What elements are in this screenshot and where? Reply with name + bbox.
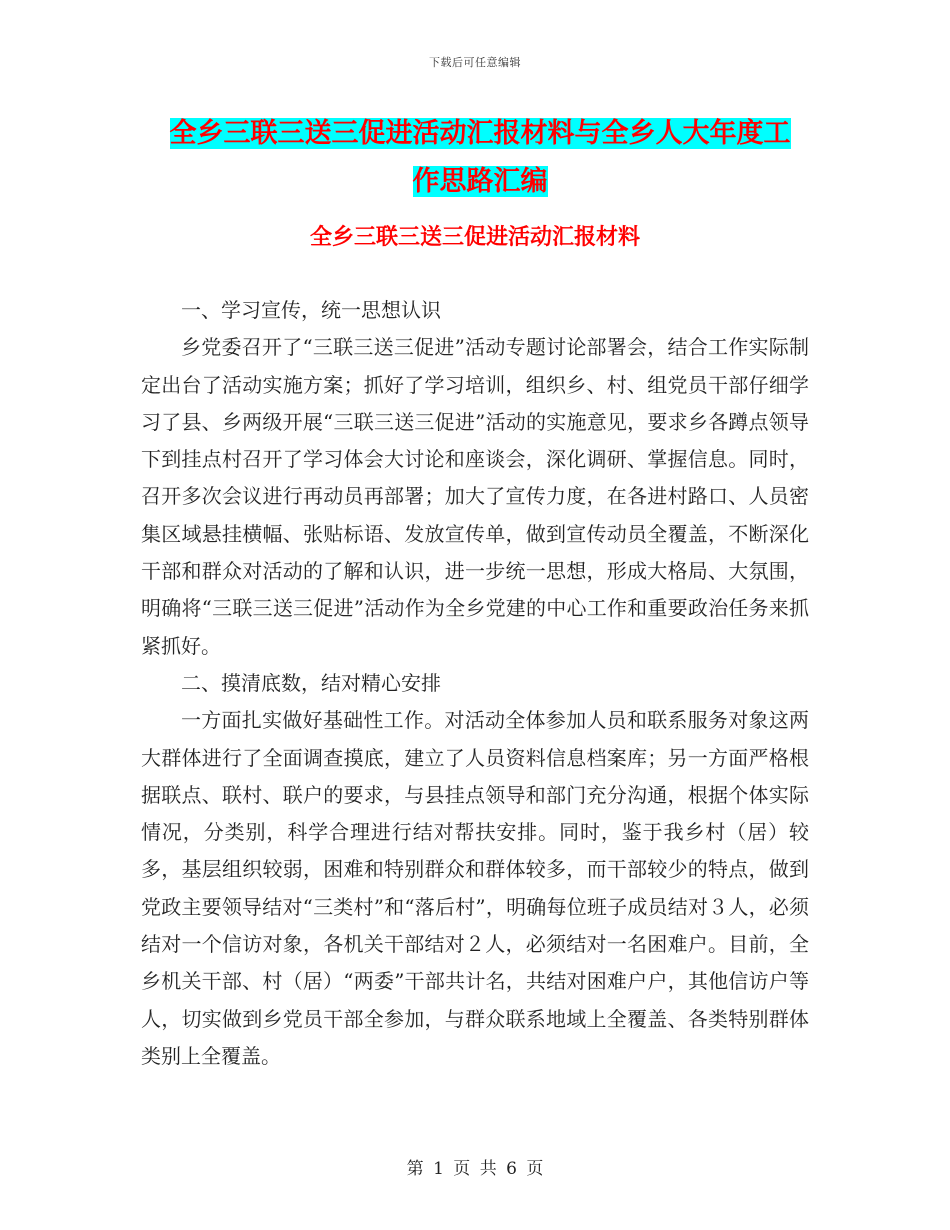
header-note: 下载后可任意编辑	[429, 56, 521, 69]
heading-1: 一、学习宣传，统一思想认识	[181, 298, 441, 322]
main-title	[140, 110, 820, 206]
page-indicator: 第 1 页 共 6 页	[406, 1159, 544, 1179]
heading-2: 二、摸清底数，结对精心安排	[181, 670, 441, 695]
paragraph-2: 一方面扎实做好基础性工作。对活动全体参加人员和联系服务对象这两大群体进行了全面调查摸底，建立了人员资料信息档案库；另一方面严格根据联点、联村、联户的要求，与县挂点领导和部门充分沟通，根据个体实际情况，分类别，科学合理进行结对帮扶安排。同时，鉴于我乡村（居）较多，基层组织较弱，困难和特别群众和群体较多，而干部较少的特点，做到党政主要领导结对“三类村”和“落后村”，明确每位班子成员结对３人，必须结对一个信访对象，各机关干部结对２人，必须结对一名困难户。目前，全乡机关干部、村（居）“两委”干部共计名，共结对困难户户，其他信访户等人，切实做到乡党员干部全参加，与群众联系地域上全覆盖、各类特别群体类别上全覆盖。	[141, 708, 809, 1068]
main-title-line2: 作思路汇编	[412, 166, 548, 197]
document-body	[141, 292, 809, 1075]
main-title-line1: 全乡三联三送三促进活动汇报材料与全乡人大年度工	[169, 118, 791, 149]
paragraph-1: 乡党委召开了“三联三送三促进”活动专题讨论部署会，结合工作实际制定出台了活动实施方案；抓好了学习培训，组织乡、村、组党员干部仔细学习了县、乡两级开展“三联三送三促进”活动的实施意见，要求乡各蹲点领导下到挂点村召开了学习体会大讨论和座谈会，深化调研、掌握信息。同时，召开多次会议进行再动员再部署；加大了宣传力度，在各进村路口、人员密集区域悬挂横幅、张贴标语、发放宣传单，做到宣传动员全覆盖，不断深化干部和群众对活动的了解和认识，进一步统一思想，形成大格局、大氛围，明确将“三联三送三促进”活动作为全乡党建的中心工作和重要政治任务来抓紧抓好。	[141, 335, 809, 658]
section-title: 全乡三联三送三促进活动汇报材料	[309, 224, 640, 250]
